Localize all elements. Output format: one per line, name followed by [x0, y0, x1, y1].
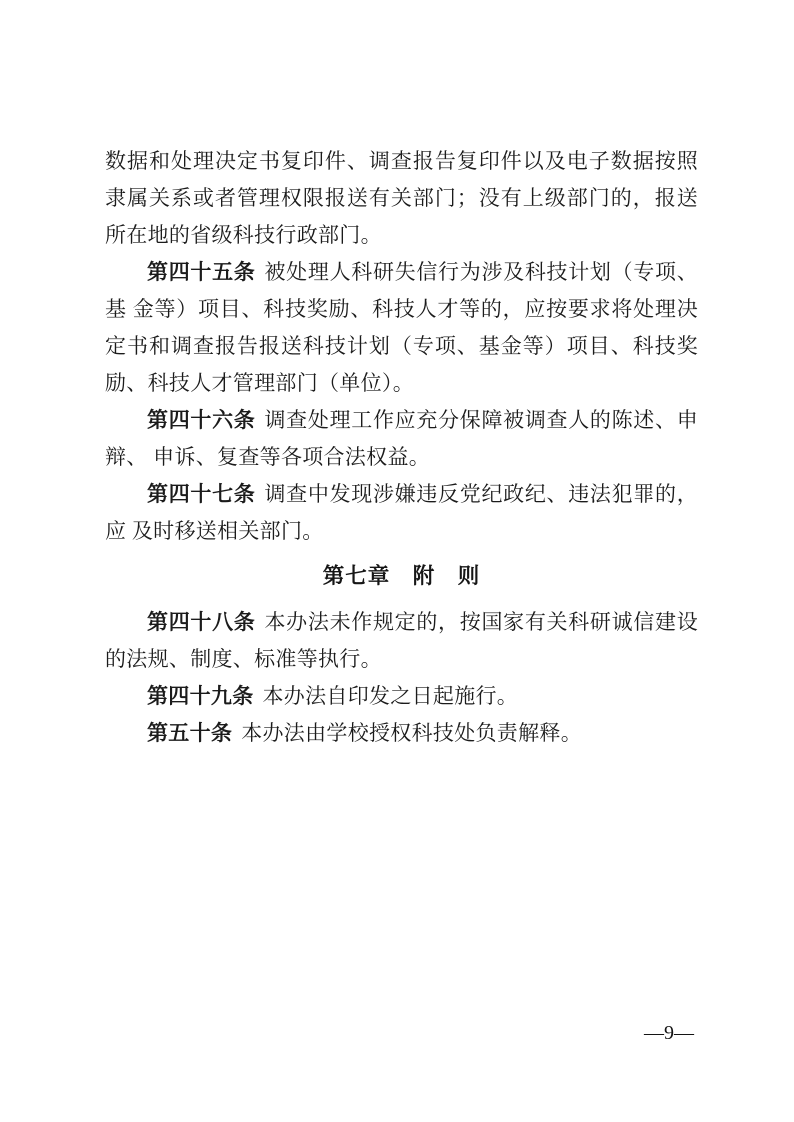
paragraph-continuation: 数据和处理决定书复印件、调查报告复印件以及电子数据按照隶属关系或者管理权限报送有关部门；没有上级部门的，报送所在地的省级科技行政部门。 — [105, 149, 698, 247]
article-49 — [105, 678, 698, 715]
article-50-label: 第五十条 — [147, 721, 233, 745]
document-body — [105, 143, 698, 752]
article-45 — [105, 254, 698, 402]
article-47-text: 调查中发现涉嫌违反党纪政纪、违法犯罪的，应 及时移送相关部门。 — [105, 482, 699, 543]
article-47-label: 第四十七条 — [147, 482, 256, 506]
article-46-label: 第四十六条 — [147, 408, 256, 432]
article-50 — [105, 715, 698, 752]
article-48-text: 本办法未作规定的，按国家有关科研诚信建设的法规、制度、标准等执行。 — [105, 610, 699, 671]
article-46 — [105, 402, 698, 476]
page-number: —9— — [644, 1022, 694, 1044]
article-48-label: 第四十八条 — [147, 610, 256, 634]
article-50-text: 本办法由学校授权科技处负责解释。 — [241, 721, 583, 745]
article-49-text: 本办法自印发之日起施行。 — [262, 684, 519, 708]
article-49-label: 第四十九条 — [147, 684, 254, 708]
article-48 — [105, 604, 698, 678]
article-47 — [105, 476, 698, 550]
article-45-text: 被处理人科研失信行为涉及科技计划（专项、基 金等）项目、科技奖励、科技人才等的，应按要求将处理决定书和调查报告报送科技计划（专项、基金等）项目、科技奖励、科技人才管理部门（单位）。 — [105, 260, 699, 395]
article-45-label: 第四十五条 — [147, 260, 256, 284]
article-46-text: 调查处理工作应充分保障被调查人的陈述、申辩、 申诉、复查等各项合法权益。 — [105, 408, 699, 469]
chapter-7-heading: 第七章 附 则 — [322, 564, 481, 588]
